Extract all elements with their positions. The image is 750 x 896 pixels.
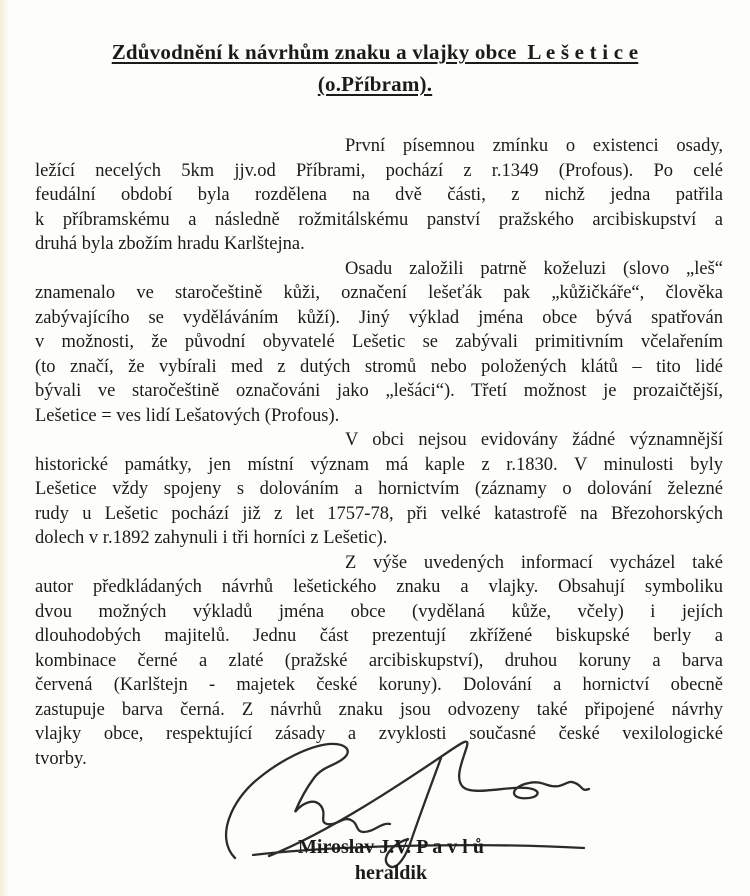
paragraph-line: Z výše uvedených informací vycházel také (345, 552, 723, 573)
signatory-role: heraldik (354, 862, 428, 884)
paragraph-line: dolech v r.1892 zahynuli i tři horníci z Lešetic). (35, 528, 388, 548)
paragraph-line: První písemnou zmínku o existenci osady, (345, 136, 723, 156)
paragraph-line: ležící necelých 5km jjv.od Příbrami, pochází z r.1349 (Profous). Po celé (35, 160, 723, 181)
paragraph-line: červená (Karlštejn - majetek české koruny). Dolování a hornictví obecně (35, 675, 723, 695)
paragraph-line: V obci nejsou evidovány žádné významnější (345, 430, 723, 450)
paragraph-line: rudy u Lešetic pochází již z let 1757-78, při velké katastrofě na Březohorských (35, 503, 723, 524)
paragraph-line: autor předkládaných návrhů lešetického znaku a vlajky. Obsahují symboliku (35, 577, 723, 597)
signature-block (211, 736, 571, 896)
paragraph-1 (35, 134, 723, 257)
title-line-2: (o.Příbram). (317, 72, 433, 96)
paragraph-line: Lešetice vždy spojeny s dolováním a hornictvím (záznamy o dolování železné (35, 479, 723, 499)
document-title (0, 36, 750, 100)
scan-edge-shading (0, 0, 9, 896)
paragraph-line: kombinace černé a zlaté (pražské arcibiskupství), druhou koruny a barva (35, 650, 723, 671)
paragraph-line: druhá byla zbožím hradu Karlštejna. (35, 234, 305, 254)
paragraph-line: vlajky obce, respektující zásady a zvyklosti současné české vexilologické (35, 724, 723, 744)
paragraph-3 (35, 428, 723, 551)
paragraph-line: historické památky, jen místní význam má kaple z r.1830. V minulosti byly (35, 454, 723, 475)
paragraph-line: v možnosti, že původní obyvatelé Lešetic se zabývali primitivním včelařením (35, 332, 723, 352)
paragraph-line: zastupuje barva černá. Z návrhů znaku jsou odvozeny také připojené návrhy (35, 699, 723, 720)
paragraph-2 (35, 257, 723, 429)
signatory-name: Miroslav J.V. P a v l ů (298, 836, 484, 858)
paragraph-line: k příbramskému a následně rožmitálskému panství pražského arcibiskupství a (35, 209, 723, 230)
paragraph-line: zabývajícího se vyděláváním kůží). Jiný výklad jména obce bývá spatřován (35, 307, 723, 328)
paragraph-line: feudální období byla rozdělena na dvě části, z nichž jedna patřila (35, 185, 723, 205)
paragraph-line: dlouhodobých majitelů. Jednu část prezentují zkřížené biskupské berly a (35, 626, 723, 646)
paragraph-line: Osadu založili patrně koželuzi (slovo „leš“ (345, 258, 723, 279)
paragraph-line: (to značí, že vybírali med z dutých stromů nebo položených klátů – tito lidé (35, 356, 723, 377)
paragraph-line: Lešetice = ves lidí Lešatových (Profous). (35, 405, 340, 426)
document-body (35, 134, 723, 771)
paragraph-line: bývali ve staročeštině označováni jako „lešáci“). Třetí možnost je prozaičtější, (35, 381, 723, 401)
paragraph-line: tvorby. (35, 748, 87, 769)
title-line-1: Zdůvodnění k návrhům znaku a vlajky obce L e š e t i c e (111, 40, 639, 64)
paragraph-line: dvou možných výkladů jména obce (vydělaná kůže, včely) i jejích (35, 601, 723, 622)
paragraph-line: znamenalo ve staročeštině kůži, označení lešeťák pak „kůžičkáře“, člověka (35, 283, 723, 303)
